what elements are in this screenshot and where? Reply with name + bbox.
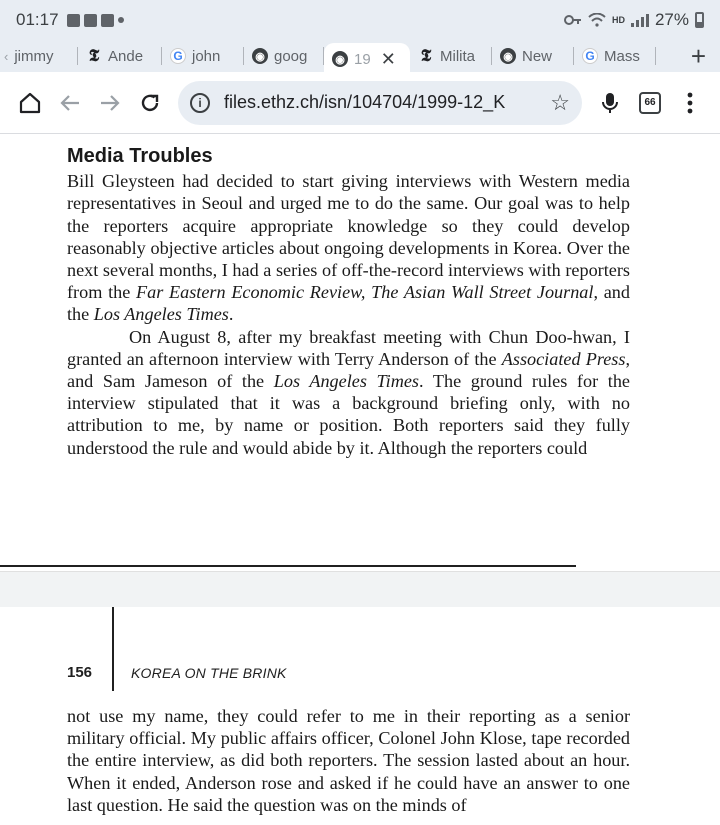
nyt-icon: 𝕿 — [420, 46, 432, 66]
reload-icon — [139, 92, 161, 114]
google-icon: G — [170, 48, 186, 64]
new-tab-button[interactable]: + — [690, 41, 706, 71]
bag-notification-icon — [101, 14, 114, 27]
google-icon: G — [582, 48, 598, 64]
document-text — [67, 145, 630, 459]
microphone-icon — [600, 91, 620, 115]
battery-icon — [695, 12, 704, 28]
battery-percent: 27% — [654, 10, 689, 29]
tab-jimmy[interactable] — [0, 43, 78, 69]
pdf-viewer[interactable] — [0, 135, 720, 825]
back-button[interactable] — [50, 83, 90, 123]
tab-strip — [0, 40, 720, 72]
tab-milita[interactable] — [410, 43, 492, 69]
site-info-icon[interactable]: i — [190, 93, 210, 113]
bookmark-star-icon[interactable]: ☆ — [550, 89, 570, 115]
dot-notification-icon — [118, 17, 124, 23]
publication-name: Los Angeles Times — [93, 304, 229, 325]
tab-label: goog — [274, 47, 308, 65]
tab-john[interactable] — [162, 43, 244, 69]
paragraph-1 — [67, 170, 630, 325]
tab-label: Mass — [604, 47, 640, 65]
voice-search-button[interactable] — [590, 83, 630, 123]
globe-icon: ◉ — [252, 48, 268, 64]
close-tab-icon[interactable]: ✕ — [380, 48, 396, 69]
nyt-icon: 𝕿 — [88, 46, 100, 66]
publication-name: Far Eastern Economic Review, The Asian Wall Street Journal — [136, 282, 594, 303]
gallery-notification-icon — [67, 14, 80, 27]
tab-switcher-button[interactable] — [630, 83, 670, 123]
forward-arrow-icon — [99, 92, 121, 114]
text-run: . — [228, 304, 234, 325]
pdf-page-bottom — [0, 607, 720, 825]
page-number: 156 — [67, 664, 93, 681]
tab-label: 19 — [354, 50, 371, 68]
text-run: Bill Gleysteen had decided to start giving interviews with Western media representatives in Seoul and urged me to do the same. Our goal was to help the reporters acquire appropriate knowledge so they could develop reasonably objective articles about ongoing developments in Korea. Over the next several months, I had a series of off-the-record interviews with reporters from the — [67, 171, 630, 303]
status-time: 01:17 — [16, 10, 59, 29]
section-heading: Media Troubles — [67, 145, 213, 167]
tab-active-document[interactable] — [324, 43, 410, 75]
status-bar — [0, 0, 720, 40]
tab-label: jimmy — [14, 47, 54, 65]
tab-new[interactable] — [492, 43, 574, 69]
tab-label: Milita — [440, 47, 476, 65]
more-vert-icon — [687, 92, 693, 114]
key-icon — [564, 14, 582, 26]
page-bottom-rule — [0, 565, 576, 567]
running-head: KOREA ON THE BRINK — [131, 665, 287, 681]
back-arrow-icon — [59, 92, 81, 114]
publication-name: Los Angeles Times — [273, 371, 420, 392]
text-run: . The ground rules for the interview stipulated that it was a background briefing only, with no attribution to me, by name or position. Both reporters said they fully understood the rule and would abide by it. Although the reporters could — [67, 371, 630, 458]
tab-mass[interactable] — [574, 43, 656, 69]
tab-label: john — [192, 47, 221, 65]
tab-ande[interactable] — [78, 43, 162, 69]
menu-button[interactable] — [670, 83, 710, 123]
tab-count: 66 — [639, 92, 661, 114]
paragraph-2 — [67, 326, 630, 459]
url-text[interactable]: files.ethz.ch/isn/104704/1999-12_K — [224, 92, 506, 112]
tab-label: Ande — [108, 47, 144, 65]
address-bar[interactable] — [178, 81, 582, 125]
tab-goog[interactable] — [244, 43, 324, 69]
browser-toolbar — [0, 72, 720, 134]
globe-icon: ◉ — [332, 51, 348, 67]
page-separator — [0, 571, 720, 607]
globe-icon: ◉ — [500, 48, 516, 64]
forward-button[interactable] — [90, 83, 130, 123]
network-type: HD — [611, 15, 625, 25]
tab-label: New — [522, 47, 553, 65]
home-button[interactable] — [10, 83, 50, 123]
text-run: On August 8, after my breakfast meeting with Chun Doo-hwan, I granted an afternoon interview with Terry Anderson of the — [67, 326, 630, 369]
calendar-notification-icon — [84, 14, 97, 27]
paragraph-3: not use my name, they could refer to me in their reporting as a senior military official. My public affairs officer, Colonel John Klose, tape recorded the entire interview, as did both reporters. The session lasted about an hour. When it ended, Anderson rose and asked if he could have an answer to one last question. He said the question was on the minds of — [67, 706, 630, 815]
pdf-page-top — [0, 135, 720, 565]
publication-name: Associated Press — [501, 348, 626, 369]
signal-icon — [631, 13, 649, 27]
reload-button[interactable] — [130, 83, 170, 123]
header-vertical-rule — [112, 607, 114, 691]
tab-overflow-icon: ‹ — [4, 48, 9, 64]
notification-icons — [67, 14, 124, 27]
home-icon — [18, 91, 42, 115]
text-run: , and Sam Jameson of the — [67, 348, 630, 392]
text-run: , and the — [67, 282, 630, 325]
wifi-icon — [588, 13, 606, 27]
status-indicators — [564, 10, 704, 30]
document-text-continued — [67, 705, 630, 816]
